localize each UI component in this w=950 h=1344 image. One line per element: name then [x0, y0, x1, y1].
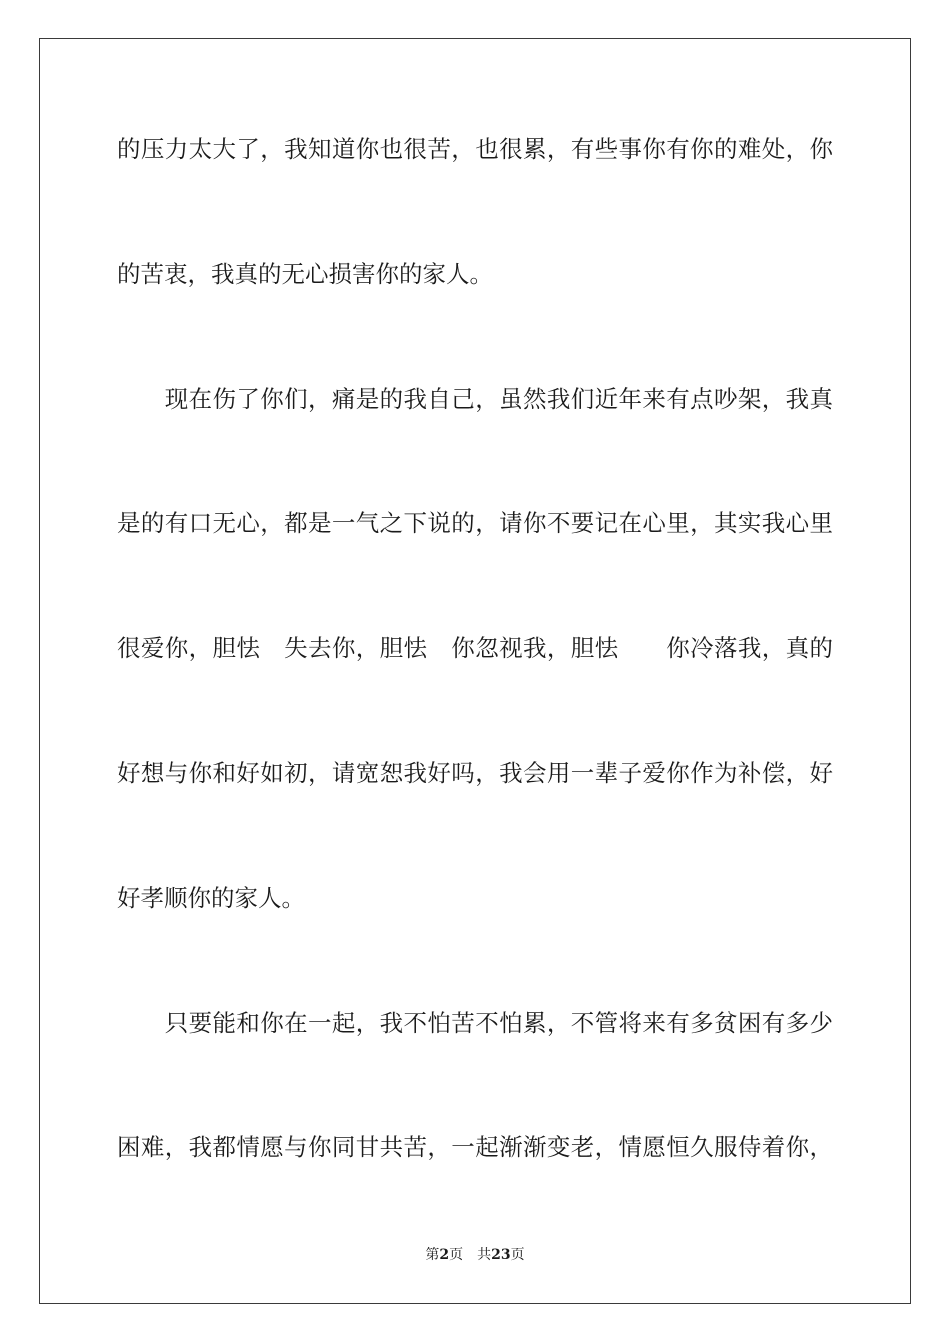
footer-page-suffix: 页	[449, 1247, 464, 1263]
text-line-4: 是的有口无心，都是一气之下说的，请你不要记在心里，其实我心里	[117, 509, 833, 537]
footer-total-pages: 23	[491, 1247, 511, 1263]
text-line-9: 困难，我都情愿与你同甘共苦，一起渐渐变老，情愿恒久服侍着你，	[117, 1133, 833, 1161]
page-footer	[0, 1246, 950, 1264]
text-line-5: 很爱你，胆怯 失去你，胆怯 你忽视我，胆怯 你冷落我，真的	[117, 634, 833, 662]
page-border	[39, 38, 911, 1304]
footer-prefix: 第	[425, 1247, 440, 1263]
text-line-8: 只要能和你在一起，我不怕苦不怕累，不管将来有多贫困有多少	[117, 1009, 833, 1037]
text-line-6: 好想与你和好如初，请宽恕我好吗，我会用一辈子爱你作为补偿，好	[117, 759, 833, 787]
footer-total-suffix: 页	[510, 1247, 525, 1263]
text-line-1: 的压力太大了，我知道你也很苦，也很累，有些事你有你的难处，你	[117, 135, 833, 163]
footer-total-prefix: 共	[477, 1247, 492, 1263]
text-line-2: 的苦衷，我真的无心损害你的家人。	[117, 260, 493, 288]
text-line-3: 现在伤了你们，痛是的我自己，虽然我们近年来有点吵架，我真	[117, 385, 833, 413]
text-line-7: 好孝顺你的家人。	[117, 884, 305, 912]
footer-page-number: 2	[439, 1247, 450, 1263]
